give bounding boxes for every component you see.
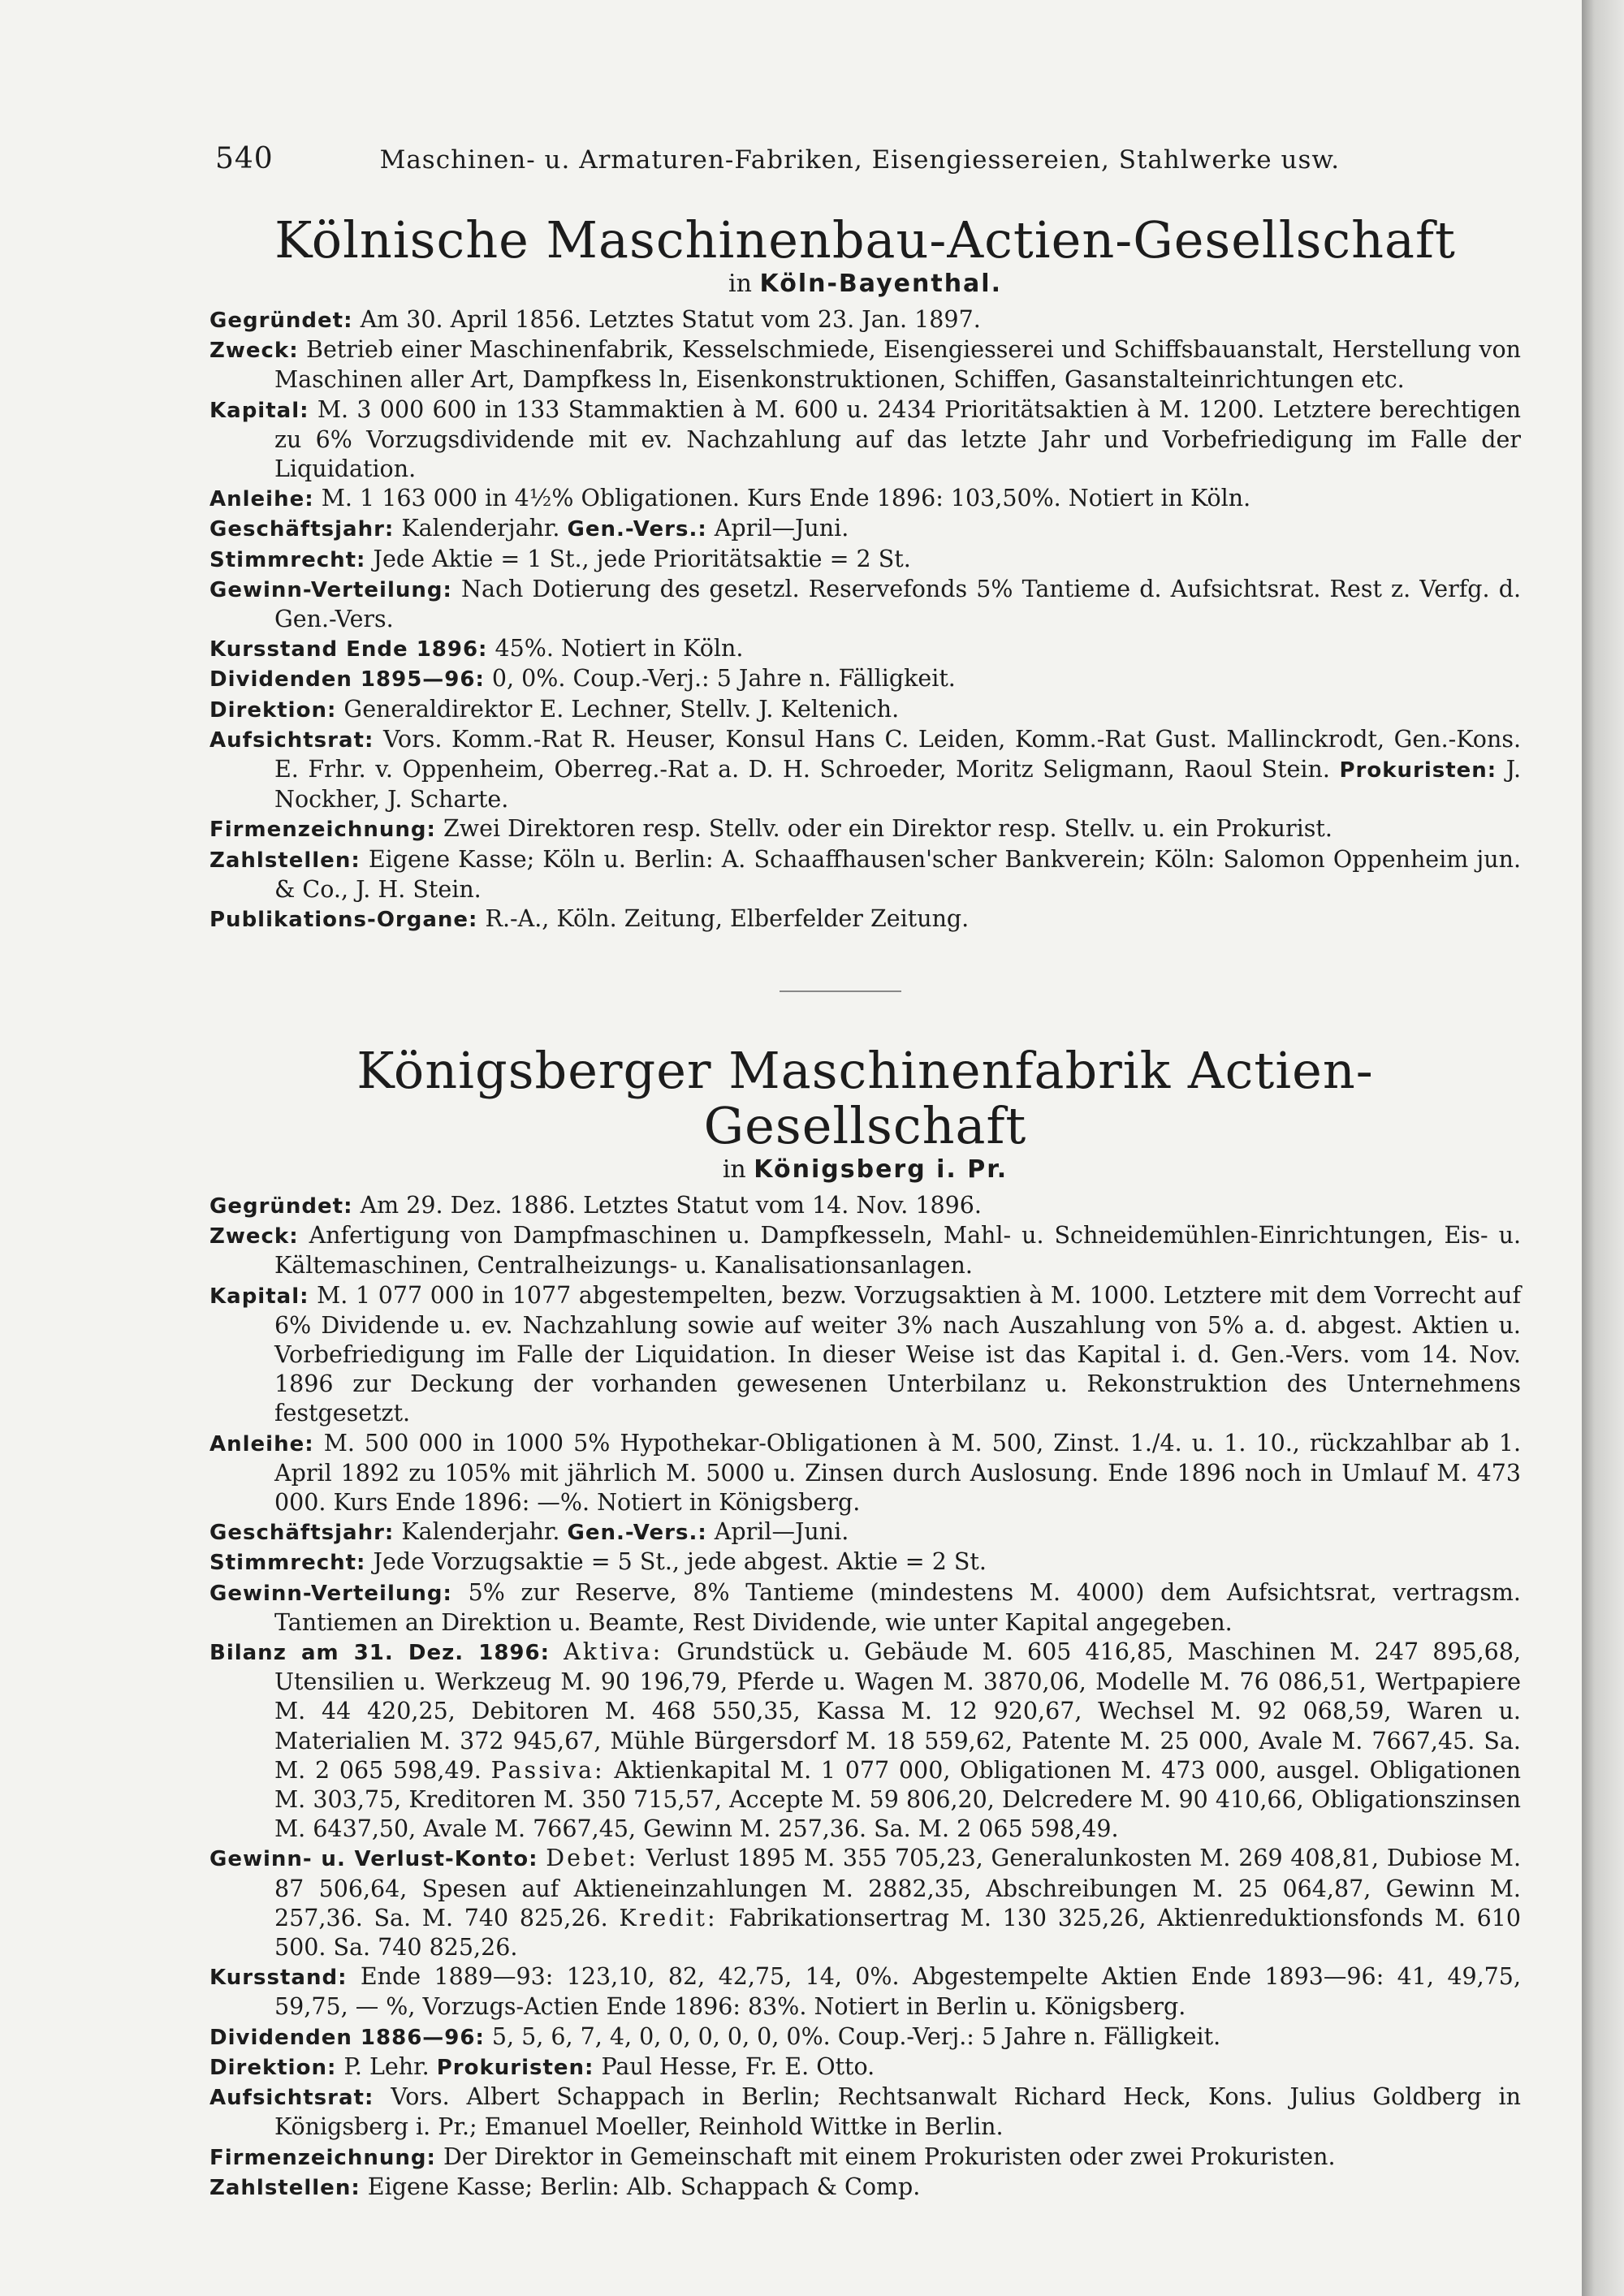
entry-zahlstellen: Zahlstellen: Eigene Kasse; Berlin: Alb. Schappach & Comp. <box>209 2173 921 2200</box>
entry-gewinn-verlust-konto: Gewinn- u. Verlust-Konto: Debet: Verlust 1895 M. 355 705,23, Generalunkosten M. 269 408,81, Dubiose M. 87 506,64, Spesen auf Aktieneinzahlungen M. 2882,35, Abschreibungen M. 25 064,87, Gewinn M. 257,36. Sa. M. 740 825,26. Kredit: Fabrikationsertrag M. 130 325,26, Aktienreduktionsfonds M. 610 500. Sa. 740 825,26. <box>209 1845 1522 1962</box>
entry-dividenden: Dividenden 1895—96: 0, 0%. Coup.-Verj.: 5 Jahre n. Fälligkeit. <box>209 665 956 693</box>
entry-kursstand: Kursstand: Ende 1889—93: 123,10, 82, 42,75, 14, 0%. Abgestempelte Aktien Ende 1893—96: 41, 49,75, 59,75, — %, Vorzugs-Actien Ende 1896: 83%. Notiert in Berlin u. Königsberg. <box>209 1963 1521 2021</box>
entry-aufsichtsrat: Aufsichtsrat: Vors. Albert Schappach in Berlin; Rechtsanwalt Richard Heck, Kons. Julius Goldberg in Königsberg i. Pr.; Emanuel Moeller, Reinhold Wittke in Berlin. <box>209 2083 1522 2141</box>
entry-gegruendet: Gegründet: Am 30. April 1856. Letztes Statut vom 23. Jan. 1897. <box>209 306 981 333</box>
page-edge-shadow <box>1582 0 1624 2296</box>
section-divider <box>780 990 901 992</box>
location-name: Köln-Bayenthal. <box>759 270 1002 298</box>
company-location: in Köln-Bayenthal. <box>728 270 1002 298</box>
entry-kapital: Kapital: M. 3 000 600 in 133 Stammaktien à M. 600 u. 2434 Prioritätsaktien à M. 1200. Letztere berechtigen zu 6% Vorzugsdividende mit ev. Nachzahlung auf das letzte Jahr und Vorbefriedigung im Falle der Liquidation. <box>209 395 1521 483</box>
entry-direktion: Direktion: P. Lehr. Prokuristen: Paul Hesse, Fr. E. Otto. <box>209 2052 875 2080</box>
page-number: 540 <box>215 142 274 175</box>
entry-firmenzeichnung: Firmenzeichnung: Der Direktor in Gemeinschaft mit einem Prokuristen oder zwei Prokuristen. <box>209 2143 1336 2170</box>
company-title: Kölnische Maschinenbau-Actien-Gesellschaft <box>274 210 1456 270</box>
entry-zweck: Zweck: Betrieb einer Maschinenfabrik, Kesselschmiede, Eisengiesserei und Schiffsbauanstalt, Herstellung von Maschinen aller Art, Dampfkess ln, Eisenkonstruktionen, Schiffen, Gasanstalteinrichtungen etc. <box>209 336 1521 394</box>
running-head <box>215 142 1514 175</box>
entry-firmenzeichnung: Firmenzeichnung: Zwei Direktoren resp. Stellv. oder ein Direktor resp. Stellv. u. ein Prokurist. <box>209 815 1332 843</box>
entry-publikations-organe: Publikations-Organe: R.-A., Köln. Zeitung, Elberfelder Zeitung. <box>209 905 970 933</box>
entry-zweck: Zweck: Anfertigung von Dampfmaschinen u. Dampfkesseln, Mahl- u. Schneidemühlen-Einrichtungen, Eis- u. Kältemaschinen, Centralheizungs- u. Kanalisationsanlagen. <box>209 1222 1522 1280</box>
company-koenigsberger <box>209 1043 1521 2203</box>
entry-direktion: Direktion: Generaldirektor E. Lechner, Stellv. J. Keltenich. <box>209 695 900 723</box>
entry-stimmrecht: Stimmrecht: Jede Vorzugsaktie = 5 St., jede abgest. Aktie = 2 St. <box>209 1548 987 1576</box>
entry-geschaeftsjahr: Geschäftsjahr: Kalenderjahr. Gen.-Vers.: April—Juni. <box>209 515 849 542</box>
entry-gewinn-verteilung: Gewinn-Verteilung: 5% zur Reserve, 8% Tantieme (mindestens M. 4000) dem Aufsichtsrat, vertragsm. Tantiemen an Direktion u. Beamte, Rest Dividende, wie unter Kapital angegeben. <box>209 1578 1521 1636</box>
entry-gewinn-verteilung: Gewinn-Verteilung: Nach Dotierung des gesetzl. Reservefonds 5% Tantieme d. Aufsichtsrat. Rest z. Verfg. d. Gen.-Vers. <box>209 575 1522 633</box>
entry-dividenden: Dividenden 1886—96: 5, 5, 6, 7, 4, 0, 0, 0, 0, 0, 0%. Coup.-Verj.: 5 Jahre n. Fälligkeit. <box>209 2022 1221 2050</box>
location-name: Königsberg i. Pr. <box>754 1155 1009 1184</box>
entry-kapital: Kapital: M. 1 077 000 in 1077 abgestempelten, bezw. Vorzugsaktien à M. 1000. Letztere mit dem Vorrecht auf 6% Dividende u. ev. Nachzahlung sowie auf weiter 3% nach Auszahlung von 5% a. d. abgest. Aktien u. Vorbefriedigung im Falle der Liquidation. In dieser Weise ist das Kapital i. d. Gen.-Vers. vom 14. Nov. 1896 zur Deckung der vorhanden gewesenen Unterbilanz u. Rekonstruktion des Unternehmens festgesetzt. <box>209 1281 1521 1427</box>
entry-kursstand: Kursstand Ende 1896: 45%. Notiert in Köln. <box>209 635 744 662</box>
entry-geschaeftsjahr: Geschäftsjahr: Kalenderjahr. Gen.-Vers.: April—Juni. <box>209 1518 849 1546</box>
entry-stimmrecht: Stimmrecht: Jede Aktie = 1 St., jede Prioritätsaktie = 2 St. <box>209 545 911 572</box>
entry-anleihe: Anleihe: M. 1 163 000 in 4½% Obligationen. Kurs Ende 1896: 103,50%. Notiert in Köln. <box>209 485 1251 512</box>
entry-gegruendet: Gegründet: Am 29. Dez. 1886. Letztes Statut vom 14. Nov. 1896. <box>209 1192 982 1219</box>
company-title: Königsberger Maschinenfabrik Actien-Gesellschaft <box>356 1041 1374 1155</box>
entry-bilanz: Bilanz am 31. Dez. 1896: Aktiva: Grundstück u. Gebäude M. 605 416,85, Maschinen M. 247 895,68, Utensilien u. Werkzeug M. 90 196,79, Pferde u. Wagen M. 3870,06, Modelle M. 76 086,51, Wertpapiere M. 44 420,25, Debitoren M. 468 550,35, Kassa M. 12 920,67, Wechsel M. 92 068,59, Waren u. Materialien M. 372 945,67, Mühle Bürgersdorf M. 18 559,62, Patente M. 25 000, Avale M. 7667,45. Sa. M. 2 065 598,49. Passiva: Aktienkapital M. 1 077 000, Obligationen M. 473 000, ausgel. Obligationen M. 303,75, Kreditoren M. 350 715,57, Accepte M. 59 806,20, Delcredere M. 90 410,66, Obligationszinsen M. 6437,50, Avale M. 7667,45, Gewinn M. 257,36. Sa. M. 2 065 598,49. <box>209 1638 1522 1843</box>
entry-anleihe: Anleihe: M. 500 000 in 1000 5% Hypothekar-Obligationen à M. 500, Zinst. 1./4. u. 1. 10., rückzahlbar ab 1. April 1892 zu 105% mit jährlich M. 5000 u. Zinsen durch Auslosung. Ende 1896 noch in Umlauf M. 473 000. Kurs Ende 1896: —%. Notiert in Königsberg. <box>209 1429 1522 1517</box>
company-koelnische <box>209 210 1522 934</box>
running-head-title: Maschinen- u. Armaturen-Fabriken, Eisengiessereien, Stahlwerke usw. <box>379 145 1341 175</box>
entry-aufsichtsrat: Aufsichtsrat: Vors. Komm.-Rat R. Heuser, Konsul Hans C. Leiden, Komm.-Rat Gust. Mallinckrodt, Gen.-Kons. E. Frhr. v. Oppenheim, Oberreg.-Rat a. D. H. Schroeder, Moritz Seligmann, Raoul Stein. Prokuristen: J. Nockher, J. Scharte. <box>209 725 1522 814</box>
entry-zahlstellen: Zahlstellen: Eigene Kasse; Köln u. Berlin: A. Schaaffhausen'scher Bankverein; Köln: Salomon Oppenheim jun. & Co., J. H. Stein. <box>209 845 1521 903</box>
company-location: in Königsberg i. Pr. <box>722 1155 1009 1184</box>
